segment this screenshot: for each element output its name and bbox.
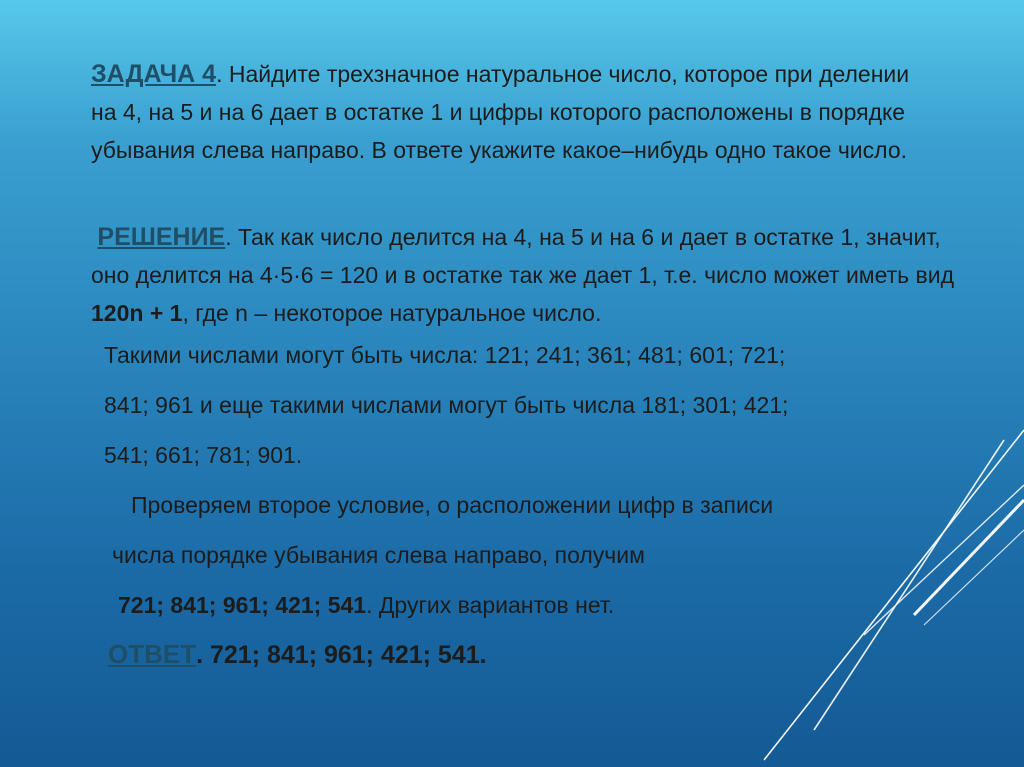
solution-formula: 120n + 1	[91, 300, 183, 326]
solution-text-a: . Так как число делится на 4, на 5 и на 6 и дает в остатке 1, значит, оно делится на 4·5·6 = 120 и в остатке так же дает 1, т.е. число может иметь вид	[91, 224, 955, 288]
check-line-2: числа порядке убывания слева направо, получим	[112, 542, 645, 568]
task-heading: ЗАДАЧА 4	[91, 60, 217, 88]
deco-line-4	[914, 500, 1024, 615]
answer-line	[108, 640, 487, 669]
answer-text: . 721; 841; 961; 421; 541.	[196, 641, 487, 669]
candidates-line-2: 841; 961 и еще такими числами могут быть числа 181; 301; 421;	[104, 392, 789, 418]
task-text: . Найдите трехзначное натуральное число, которое при делении на 4, на 5 и на 6 дает в остатке 1 и цифры которого расположены в порядке убывания слева направо. В ответе укажите какое–нибудь одно такое число.	[91, 61, 910, 163]
solution-heading: РЕШЕНИЕ	[97, 223, 226, 251]
deco-line-1	[814, 440, 1004, 730]
deco-line-5	[924, 530, 1024, 625]
candidates-line-3: 541; 661; 781; 901.	[104, 442, 303, 468]
check-result: 721; 841; 961; 421; 541	[118, 592, 367, 618]
solution-text-b: , где n – некоторое натуральное число.	[182, 300, 602, 326]
check-line-1: Проверяем второе условие, о расположении цифр в записи	[131, 492, 774, 518]
candidates-line-1: Такими числами могут быть числа: 121; 241; 361; 481; 601; 721;	[104, 342, 786, 368]
check-result-tail: . Других вариантов нет.	[366, 592, 615, 618]
deco-line-2	[764, 430, 1024, 760]
decorative-lines	[724, 400, 1024, 767]
deco-line-3	[864, 485, 1024, 635]
task-paragraph	[91, 55, 921, 169]
solution-paragraph	[91, 218, 971, 332]
answer-heading: ОТВЕТ	[108, 639, 197, 669]
check-result-line	[118, 591, 614, 619]
